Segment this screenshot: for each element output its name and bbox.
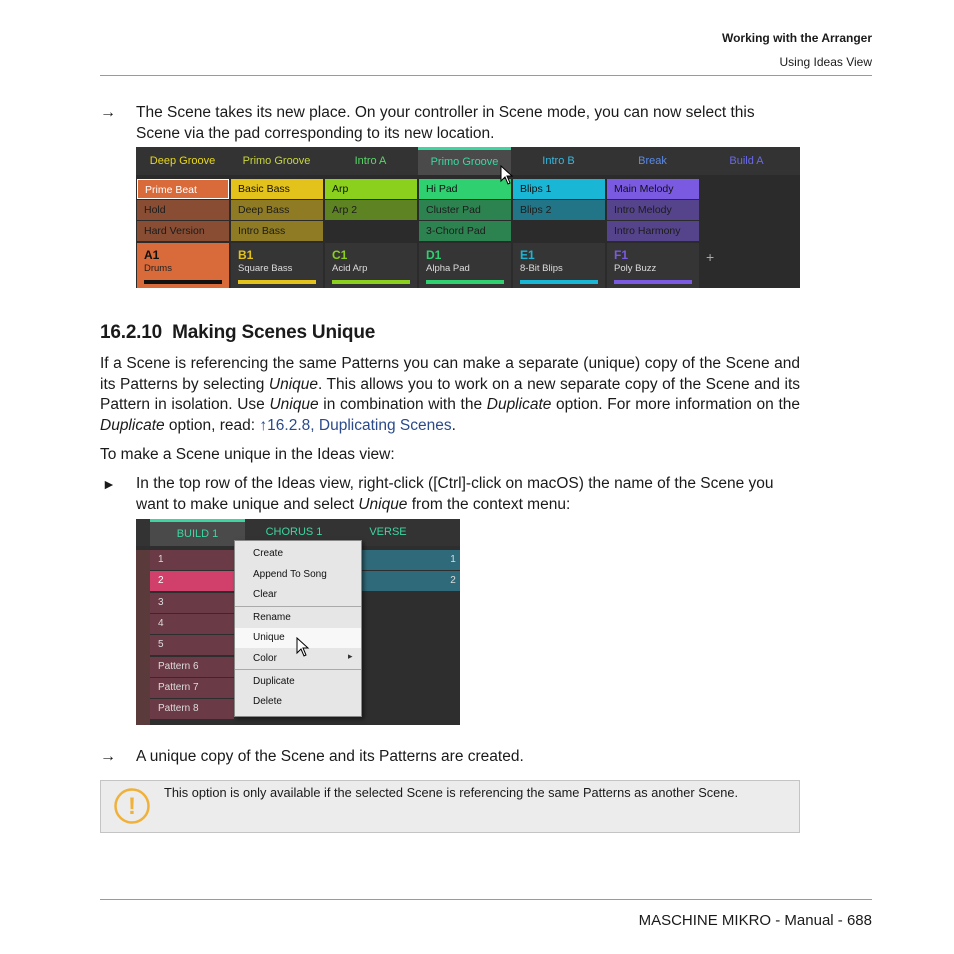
pattern-cell[interactable]: Cluster Pad — [419, 200, 511, 220]
scene-tab-label: Break — [638, 155, 667, 167]
pattern-cell[interactable]: 3-Chord Pad — [419, 221, 511, 241]
text-run: option, read: — [164, 416, 260, 434]
menu-separator — [235, 669, 361, 670]
menu-item-create[interactable]: Create — [253, 548, 284, 559]
scene-tab-label: Primo Groove — [430, 156, 499, 168]
pattern-cell[interactable]: Intro Bass — [231, 221, 323, 241]
scene-slot-desc: Drums — [144, 263, 172, 274]
scene-slot-name: A1 — [144, 248, 160, 262]
row-color-strip — [136, 550, 150, 725]
italic-term: Unique — [269, 396, 319, 413]
menu-item-rename[interactable]: Rename — [253, 612, 291, 623]
tab-label: CHORUS 1 — [265, 526, 323, 538]
step-bullet-icon: ► — [102, 476, 116, 492]
scene-tab[interactable] — [324, 147, 417, 175]
scene-level-bar — [238, 280, 316, 284]
pattern-cell[interactable]: Basic Bass — [231, 179, 323, 199]
menu-item-delete[interactable]: Delete — [253, 696, 282, 707]
context-menu — [234, 540, 362, 717]
scene-slot[interactable] — [419, 243, 511, 288]
scene-slot-desc: Square Bass — [238, 263, 293, 274]
result-paragraph: A unique copy of the Scene and its Patterns are created. — [136, 748, 524, 765]
add-scene-icon[interactable]: + — [706, 249, 715, 265]
scene-slot-name: C1 — [332, 248, 348, 262]
pattern-cell[interactable]: Hi Pad — [419, 179, 511, 199]
footer-divider — [100, 899, 872, 900]
step-paragraph — [136, 474, 800, 515]
note-box — [100, 780, 800, 833]
scene-slot[interactable] — [513, 243, 605, 288]
pattern-cell[interactable]: Hold — [137, 200, 229, 220]
pattern-row[interactable]: 2 — [150, 571, 234, 591]
scene-slot-name: D1 — [426, 248, 442, 262]
pattern-cell[interactable]: Intro Harmony — [607, 221, 699, 241]
scene-tab-label: Primo Groove — [242, 155, 311, 167]
pattern-number: 1 — [446, 550, 460, 570]
italic-term: Unique — [268, 375, 318, 393]
header-divider — [100, 75, 872, 76]
menu-separator — [235, 606, 361, 607]
scene-tab-label: Deep Groove — [149, 155, 216, 167]
scene-tab-label: Intro B — [542, 155, 575, 167]
scene-tab[interactable] — [512, 147, 605, 175]
scene-slot-desc: Poly Buzz — [614, 263, 657, 274]
scene-slot[interactable] — [607, 243, 699, 288]
scene-tab[interactable] — [606, 147, 699, 175]
italic-term: Duplicate — [100, 416, 165, 434]
pattern-row[interactable]: 5 — [150, 635, 234, 655]
pattern-row[interactable]: 1 — [150, 550, 234, 570]
text-run: in combination with the — [318, 396, 487, 413]
section-title: Making Scenes Unique — [172, 322, 376, 343]
scene-slot[interactable] — [137, 243, 229, 288]
menu-item-color[interactable]: Color — [253, 653, 277, 664]
scene-tab[interactable] — [230, 147, 323, 175]
pattern-cell[interactable]: Main Melody — [607, 179, 699, 199]
pattern-row[interactable]: 4 — [150, 614, 234, 634]
submenu-arrow-icon: ▸ — [348, 651, 353, 661]
pattern-cell[interactable]: Intro Melody — [607, 200, 699, 220]
pattern-number: 2 — [446, 571, 460, 591]
mouse-cursor-icon — [296, 637, 310, 657]
scene-tab-label: Intro A — [354, 155, 387, 167]
running-header-subtitle: Using Ideas View — [779, 55, 872, 69]
pattern-row[interactable]: Pattern 8 — [150, 699, 234, 719]
text-run: from the context menu: — [407, 495, 571, 513]
scene-slot-name: B1 — [238, 248, 254, 262]
scene-level-bar — [332, 280, 410, 284]
italic-term: Unique — [358, 495, 408, 513]
pattern-cell[interactable]: Prime Beat — [137, 179, 229, 199]
pattern-row[interactable]: 3 — [150, 593, 234, 613]
scene-slot-desc: 8-Bit Blips — [520, 263, 563, 274]
scene-tab[interactable] — [700, 147, 793, 175]
scene-tab[interactable] — [136, 147, 229, 175]
pattern-cell[interactable]: Blips 2 — [513, 200, 605, 220]
scene-level-bar — [614, 280, 692, 284]
scene-slot-desc: Acid Arp — [332, 263, 368, 274]
menu-item-append-to-song[interactable]: Append To Song — [253, 569, 327, 580]
warning-glyph: ! — [128, 793, 136, 820]
tab-label: VERSE — [369, 526, 407, 538]
mouse-cursor-icon — [500, 165, 514, 185]
context-menu-screenshot — [136, 519, 460, 725]
tab-label: BUILD 1 — [176, 528, 219, 540]
instruction-intro: To make a Scene unique in the Ideas view: — [100, 446, 395, 463]
unique-description-paragraph — [100, 354, 800, 436]
section-heading — [100, 322, 375, 344]
page-footer: MASCHINE MIKRO - Manual - 688 — [638, 912, 872, 929]
menu-item-duplicate[interactable]: Duplicate — [253, 676, 295, 687]
ideas-view-screenshot — [136, 147, 800, 288]
section-number: 16.2.10 — [100, 322, 162, 343]
tab-build-1[interactable] — [150, 519, 245, 546]
pattern-cell[interactable]: Arp 2 — [325, 200, 417, 220]
pattern-cell[interactable]: Arp — [325, 179, 417, 199]
scene-level-bar — [520, 280, 598, 284]
scene-tab-label: Build A — [729, 155, 764, 167]
scene-level-bar — [426, 280, 504, 284]
italic-term: Duplicate — [486, 396, 552, 413]
text-run: In the top row of the Ideas view, right-click ([Ctrl]-click on macOS) the name of the Scene you want to make unique and select — [136, 475, 774, 513]
pattern-row[interactable]: Pattern 6 — [150, 657, 234, 677]
scene-slot-name: F1 — [614, 248, 629, 262]
scene-slot-desc: Alpha Pad — [426, 263, 470, 274]
scene-tab[interactable] — [418, 147, 511, 175]
pattern-cell[interactable]: Hard Version — [137, 221, 229, 241]
scene-slot-name: E1 — [520, 248, 535, 262]
result-arrow-icon: → — [100, 104, 116, 121]
text-run: option. For more information on the — [551, 396, 800, 413]
result-paragraph: The Scene takes its new place. On your controller in Scene mode, you can now select this Scene via the pad corresponding to its new location. — [136, 104, 755, 142]
warning-icon — [113, 787, 151, 825]
pattern-cell[interactable] — [360, 550, 446, 570]
text-run: . This allows you to work on a new separate copy of the Scene and its Pattern in isolation. Use — [100, 375, 801, 413]
pattern-cell[interactable]: Deep Bass — [231, 200, 323, 220]
scene-tab-row — [136, 147, 800, 175]
pattern-row[interactable]: Pattern 7 — [150, 678, 234, 698]
text-run: If a Scene is referencing the same Patterns you can make a separate (unique) copy of the Scene and its Patterns by selecting — [100, 355, 800, 393]
menu-item-clear[interactable]: Clear — [253, 589, 277, 600]
pattern-cell[interactable]: Blips 1 — [513, 179, 605, 199]
menu-item-unique[interactable]: Unique — [235, 628, 361, 648]
pattern-cell[interactable] — [360, 571, 446, 591]
scene-slot[interactable] — [231, 243, 323, 288]
scene-level-bar — [144, 280, 222, 284]
result-arrow-icon: → — [100, 748, 116, 765]
running-header-title: Working with the Arranger — [721, 31, 872, 45]
text-run: . — [451, 416, 456, 434]
duplicating-scenes-link[interactable]: ↑16.2.8, Duplicating Scenes — [259, 416, 452, 434]
scene-slot[interactable] — [325, 243, 417, 288]
note-text: This option is only available if the selected Scene is referencing the same Patterns as another Scene. — [164, 785, 739, 800]
